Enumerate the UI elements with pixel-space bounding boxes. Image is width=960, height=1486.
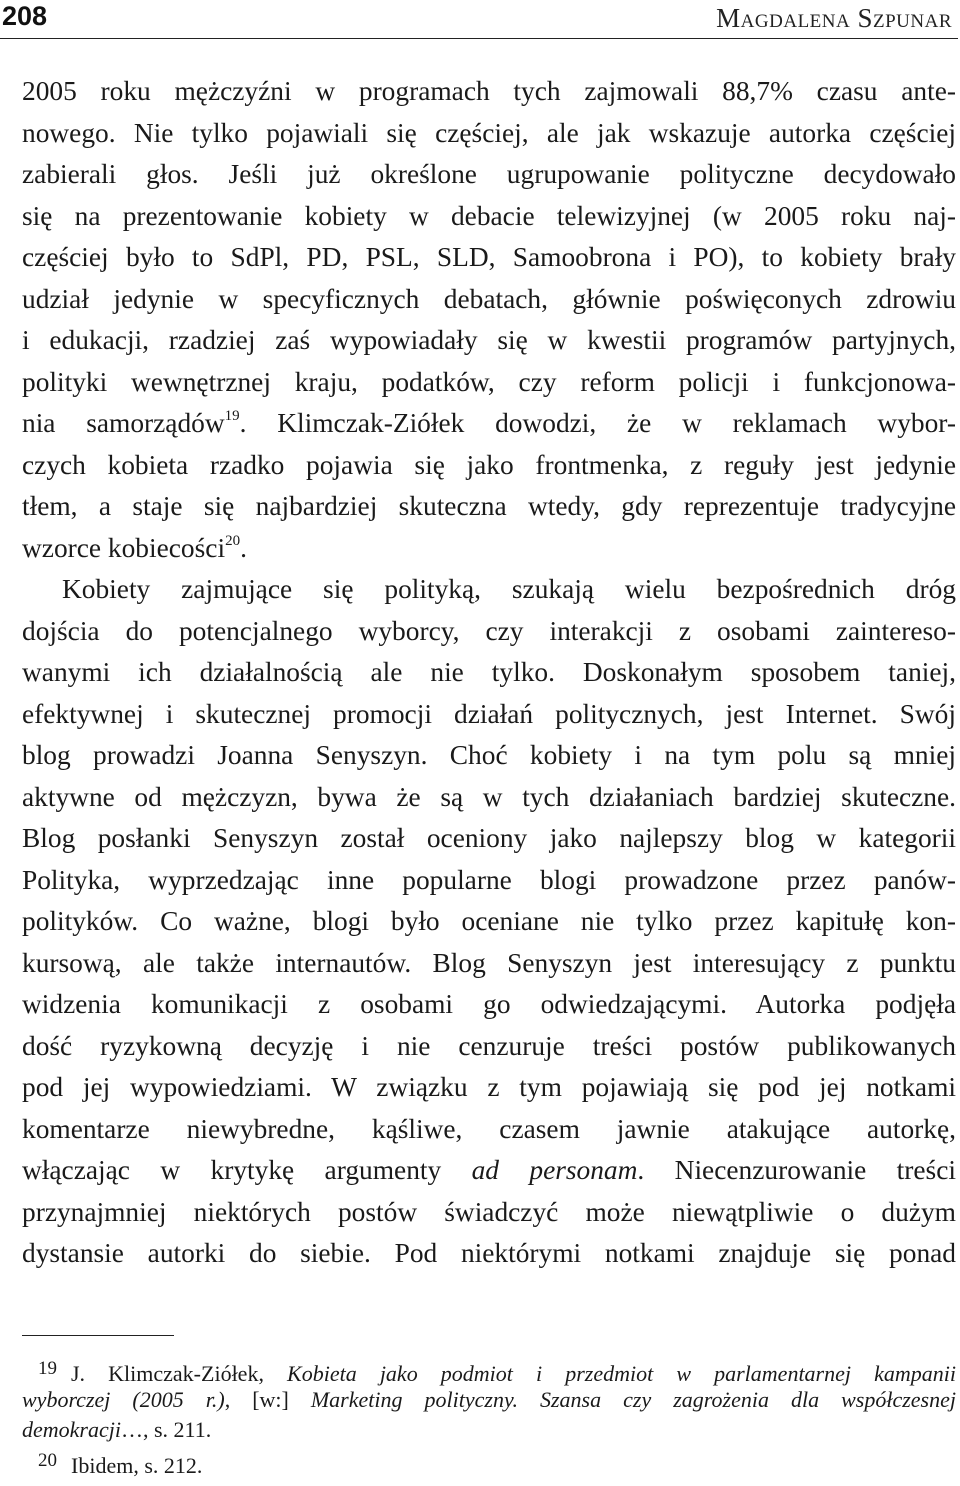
text-line: tłem, a staje się najbardziej skuteczna wtedy, gdy reprezentuje tradycyjne xyxy=(22,491,956,521)
text-line: polityki wewnętrznej kraju, podatków, czy reform policji i funkcjonowa- xyxy=(22,366,956,397)
text-line: Polityka, wyprzedzając inne popularne blogi prowadzone przez panów- xyxy=(22,864,956,895)
text-span: J. Klimczak-Ziółek, xyxy=(71,1361,288,1386)
page-header xyxy=(0,0,958,39)
running-head-author: Magdalena Szpunar xyxy=(716,3,952,33)
body-text xyxy=(22,71,956,1275)
footnote-19-line xyxy=(22,1385,956,1416)
text-line: czych kobieta rzadko pojawia się jako frontmenka, z reguły jest jedynie xyxy=(22,449,956,480)
text-span: …, s. 211. xyxy=(120,1417,212,1442)
text-line xyxy=(22,528,956,570)
text-line: się na prezentowanie kobiety w debacie telewizyjnej (w 2005 roku naj- xyxy=(22,200,956,231)
footnote-reference: 20 xyxy=(225,532,241,549)
text-line: dojścia do potencjalnego wyborcy, czy interakcji z osobami zaintereso- xyxy=(22,615,956,646)
text-line xyxy=(22,1150,956,1192)
footnote-reference: 19 xyxy=(224,408,240,424)
text-span: , [w:] xyxy=(224,1386,311,1412)
text-line: dość ryzykowną decyzję i nie cenzuruje treści postów publikowanych xyxy=(22,1030,956,1061)
footnote-number: 19 xyxy=(38,1358,57,1379)
text-line: wanymi ich działalnością ale nie tylko. Doskonałym sposobem taniej, xyxy=(22,657,956,687)
text-line: Blog posłanki Senyszyn został oceniony jako najlepszy blog w kategorii xyxy=(22,823,956,853)
text-line xyxy=(22,403,956,445)
paragraph-first-line: Kobiety zajmujące się polityką, szukają wielu bezpośrednich dróg xyxy=(62,574,956,604)
text-span: Ibidem, s. 212. xyxy=(71,1452,203,1478)
text-line: aktywne od mężczyzn, bywa że są w tych działaniach bardziej skuteczne. xyxy=(22,781,956,812)
footnote-20-line xyxy=(22,1446,956,1477)
text-span: . Niecenzurowanie treści xyxy=(637,1155,956,1185)
text-span: nia samorządów xyxy=(22,408,225,438)
text-line: udział jedynie w specyficznych debatach, głównie poświęconych zdrowiu xyxy=(22,283,956,314)
footnote-number: 20 xyxy=(38,1449,57,1471)
text-line: komentarze niewybredne, kąśliwe, czasem jawnie atakujące autorkę, xyxy=(22,1113,956,1144)
text-line: blog prowadzi Joanna Senyszyn. Choć kobiety i na tym polu są mniej xyxy=(22,740,956,770)
text-line: zabierali głos. Jeśli już określone ugrupowanie polityczne decydowało xyxy=(22,159,956,189)
italic-title: wyborczej (2005 r.) xyxy=(22,1386,225,1412)
page-number: 208 xyxy=(2,1,48,31)
footnotes xyxy=(22,1354,956,1476)
text-line: i edukacji, rzadziej zaś wypowiadały się w kwestii programów partyjnych, xyxy=(22,325,956,355)
footnote-19-line xyxy=(22,1354,956,1385)
text-span: . xyxy=(240,532,247,563)
text-span: włączając w krytykę argumenty xyxy=(22,1155,472,1185)
text-line: efektywnej i skutecznej promocji działań politycznych, jest Internet. Swój xyxy=(22,698,956,729)
text-line: kursową, ale także internautów. Blog Senyszyn jest interesujący z punktu xyxy=(22,947,956,978)
text-span: . Klimczak-Ziółek dowodzi, że w reklamach wybor- xyxy=(239,408,956,438)
footnote-separator xyxy=(22,1335,174,1336)
italic-title: Kobieta jako podmiot i przedmiot w parlamentarnej kampanii xyxy=(287,1361,956,1386)
italic-title: Marketing polityczny. Szansa czy zagrożenia dla współczesnej xyxy=(310,1386,956,1412)
text-span: wzorce kobiecości xyxy=(22,532,226,563)
text-line: dystansie autorki do siebie. Pod niektórymi notkami znajduje się ponad xyxy=(22,1238,956,1268)
text-line: nowego. Nie tylko pojawiali się częściej, ale jak wskazuje autorka częściej xyxy=(22,117,956,148)
text-line: 2005 roku mężczyźni w programach tych zajmowali 88,7% czasu ante- xyxy=(22,76,956,106)
text-line: pod jej wypowiedziami. W związku z tym pojawiają się pod jej notkami xyxy=(22,1072,956,1102)
italic-title: demokracji xyxy=(22,1417,121,1442)
italic-phrase: ad personam xyxy=(471,1155,638,1185)
text-line: częściej było to SdPl, PD, PSL, SLD, Samoobrona i PO), to kobiety brały xyxy=(22,242,956,272)
text-line: polityków. Co ważne, blogi było oceniane nie tylko przez kapitułę kon- xyxy=(22,906,956,936)
text-line: widzenia komunikacji z osobami go odwiedzającymi. Autorka podjęła xyxy=(22,989,956,1019)
text-line: przynajmniej niektórych postów świadczyć może niewątpliwie o dużym xyxy=(22,1196,956,1227)
footnote-19-line xyxy=(22,1415,956,1446)
